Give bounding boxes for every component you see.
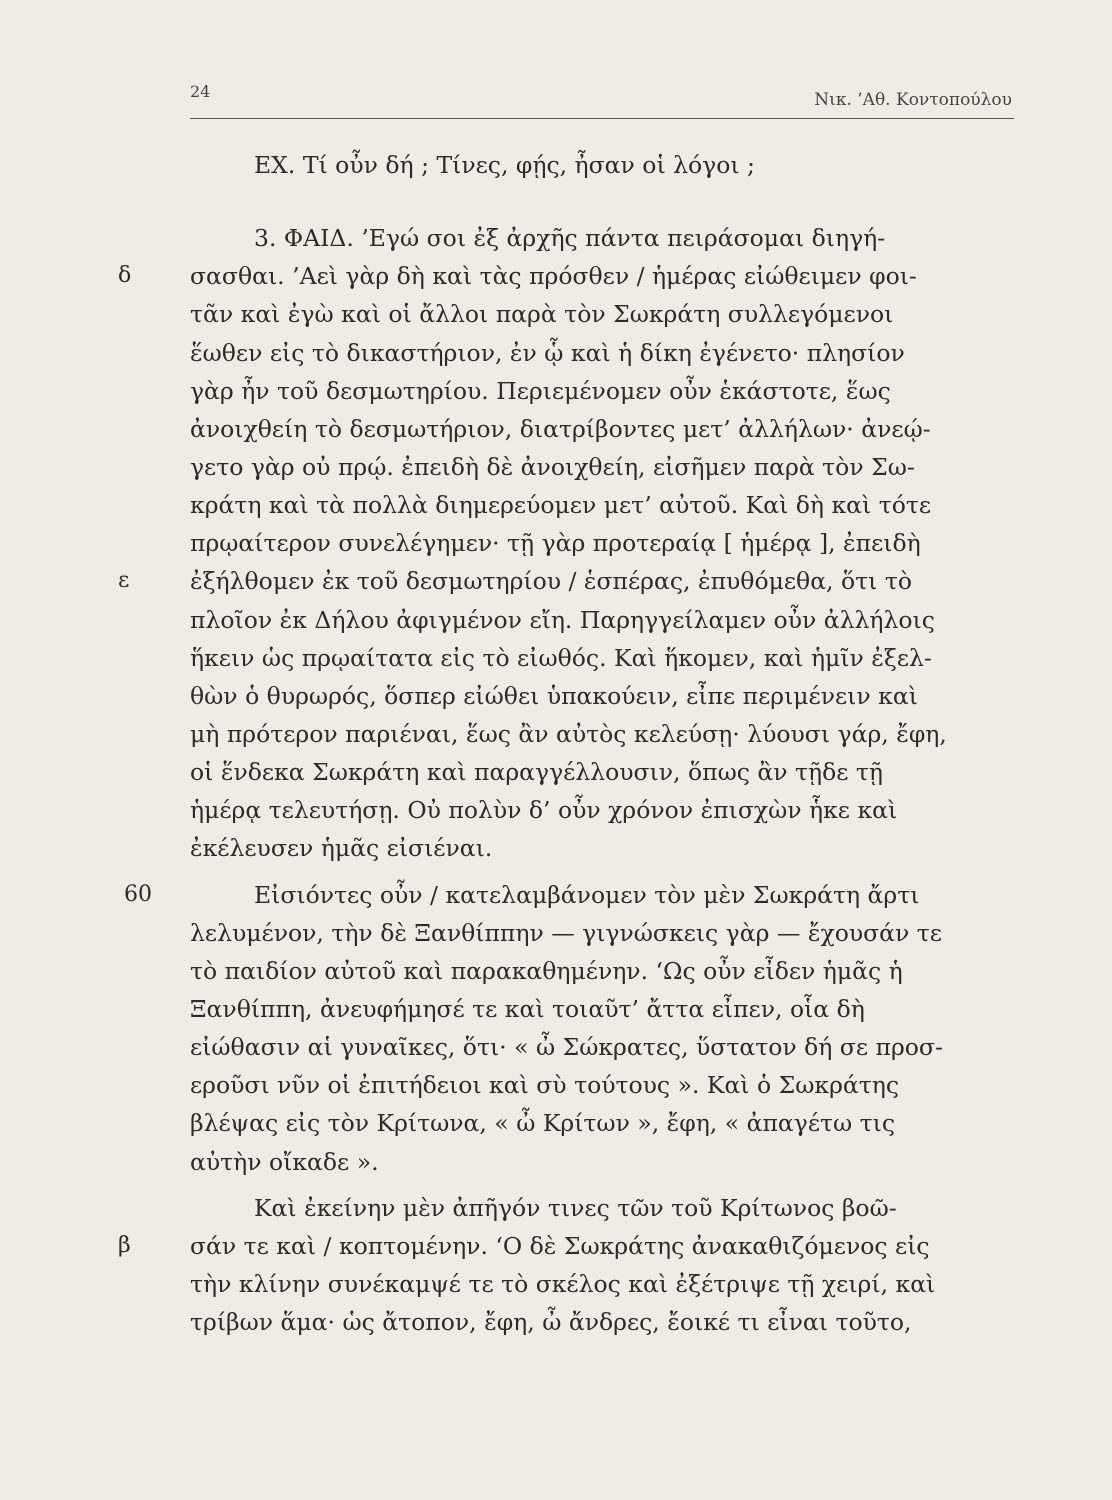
text-line: εἰώθασιν αἱ γυναῖκες, ὅτι· « ὦ Σώκρατες, ὕστατον δή σε προσ- — [190, 1033, 943, 1062]
text-line: σάν τε καὶ / κοπτομένην. ‘Ο δὲ Σωκράτης ἀνακαθιζόμενος εἰς — [190, 1231, 930, 1260]
text-line: κράτη καὶ τὰ πολλὰ διημερεύομεν μετ’ αὐτοῦ. Καὶ δὴ καὶ τότε — [190, 491, 932, 520]
margin-letter-delta: δ — [118, 263, 132, 289]
paragraph-gap — [190, 1181, 1012, 1189]
text-line: Ξανθίππη, ἀνευφήμησέ τε καὶ τοιαῦτ’ ἄττα εἶπεν, οἷα δὴ — [190, 994, 865, 1023]
text-line: ἀνοιχθείη τὸ δεσμωτήριον, διατρίβοντες μετ’ ἀλλήλων· ἀνεῴ- — [190, 414, 931, 443]
text-line: ἐκέλευσεν ἡμᾶς εἰσιέναι. — [190, 834, 493, 863]
text-line: τρίβων ἅμα· ὡς ἄτοπον, ἔφη, ὦ ἄνδρες, ἔοικέ τι εἶναι τοῦτο, — [190, 1308, 912, 1337]
body-text — [118, 146, 1012, 1341]
text-line: πλοῖον ἐκ Δήλου ἀφιγμένον εἴη. Παρηγγείλαμεν οὖν ἀλλήλοις — [190, 605, 935, 634]
text-line: οἱ ἕνδεκα Σωκράτη καὶ παραγγέλλουσιν, ὅπως ἂν τῇδε τῇ — [190, 758, 883, 787]
page-number: 24 — [190, 82, 211, 101]
text-line: τᾶν καὶ ἐγὼ καὶ οἱ ἄλλοι παρὰ τὸν Σωκράτη συλλεγόμενοι — [190, 300, 894, 329]
text-line: Εἰσιόντες οὖν / κατελαμβάνομεν τὸν μὲν Σωκράτη ἄρτι — [254, 880, 920, 909]
text-line: πρῳαίτερον συνελέγημεν· τῇ γὰρ προτεραίᾳ [ ἡμέρᾳ ], ἐπειδὴ — [190, 529, 921, 558]
text-line-marked — [118, 1227, 1012, 1265]
text-line: ἕωθεν εἰς τὸ δικαστήριον, ἐν ᾧ καὶ ἡ δίκη ἐγένετο· πλησίον — [190, 338, 905, 367]
text-line: ἡμέρᾳ τελευτήσῃ. Οὐ πολὺν δ’ οὖν χρόνον ἐπισχὼν ἧκε καὶ — [190, 796, 898, 825]
running-head: Νικ. ’Αθ. Κοντοπούλου — [814, 90, 1012, 110]
text-line: θὼν ὁ θυρωρός, ὅσπερ εἰώθει ὑπακούειν, εἶπε περιμένειν καὶ — [190, 681, 918, 710]
text-line: Καὶ ἐκείνην μὲν ἀπῆγόν τινες τῶν τοῦ Κρίτωνος βοῶ- — [254, 1193, 897, 1222]
text-line: ἥκειν ὡς πρῳαίτατα εἰς τὸ εἰωθός. Καὶ ἥκομεν, καὶ ἡμῖν ἐξελ- — [190, 643, 932, 672]
text-line: σασθαι. ’Αεὶ γὰρ δὴ καὶ τὰς πρόσθεν / ἡμέρας εἰώθειμεν φοι- — [190, 262, 917, 291]
margin-number-60: 60 — [124, 881, 152, 907]
header-rule — [190, 118, 1014, 119]
paragraph-gap — [190, 868, 1012, 876]
text-line: λελυμένον, τὴν δὲ Ξανθίππην — γιγνώσκεις γὰρ — ἔχουσάν τε — [190, 918, 942, 947]
text-line-marked — [118, 562, 1012, 600]
text-line: γὰρ ἦν τοῦ δεσμωτηρίου. Περιεμένομεν οὖν ἑκάστοτε, ἕως — [190, 376, 891, 405]
text-line-marked — [118, 257, 1012, 295]
margin-letter-epsilon: ε — [118, 568, 130, 594]
text-line: γετο γὰρ οὐ πρῴ. ἐπειδὴ δὲ ἀνοιχθείη, εἰσῆμεν παρὰ τὸν Σω- — [190, 452, 915, 481]
text-line: ΕΧ. Τί οὖν δή ; Τίνες, φῄς, ἦσαν οἱ λόγοι ; — [254, 151, 755, 179]
text-line: μὴ πρότερον παριέναι, ἕως ἂν αὐτὸς κελεύσῃ· λύουσι γάρ, ἔφη, — [190, 719, 947, 748]
text-line-marked — [124, 876, 1012, 914]
text-line: τὴν κλίνην συνέκαμψέ τε τὸ σκέλος καὶ ἐξέτριψε τῇ χειρί, καὶ — [190, 1269, 936, 1298]
paragraph-gap — [190, 184, 1012, 219]
text-line: 3. ΦΑΙΔ. ’Εγώ σοι ἐξ ἀρχῆς πάντα πειράσομαι διηγή- — [254, 224, 886, 253]
page-header — [190, 82, 1012, 118]
text-line: εροῦσι νῦν οἱ ἐπιτήδειοι καὶ σὺ τούτους ». Καὶ ὁ Σωκράτης — [190, 1071, 900, 1100]
text-line: βλέψας εἰς τὸν Κρίτωνα, « ὦ Κρίτων », ἔφη, « ἀπαγέτω τις — [190, 1109, 895, 1138]
text-line: τὸ παιδίον αὐτοῦ καὶ παρακαθημένην. ‘Ως οὖν εἶδεν ἡμᾶς ἡ — [190, 956, 903, 985]
text-line: ἐξήλθομεν ἐκ τοῦ δεσμωτηρίου / ἑσπέρας, ἐπυθόμεθα, ὅτι τὸ — [190, 567, 912, 596]
text-line: αὐτὴν οἴκαδε ». — [190, 1147, 379, 1176]
margin-letter-beta: β — [118, 1232, 131, 1258]
